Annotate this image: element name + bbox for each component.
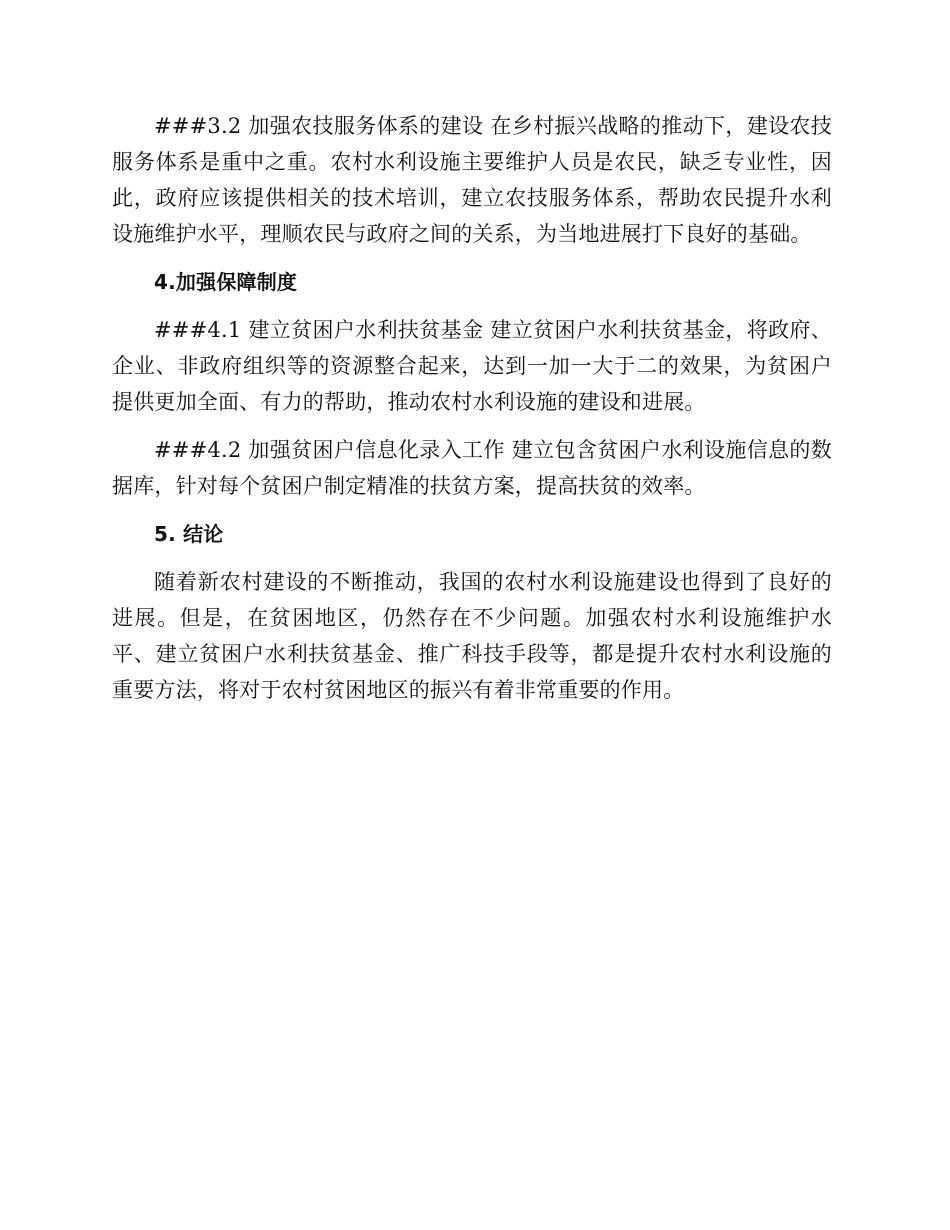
heading-section-5: 5. 结论 [154,522,224,546]
paragraph-section-4-2: ###4.2 加强贫困户信息化录入工作 建立包含贫困户水利设施信息的数据库，针对每个贫困户制定精准的扶贫方案，提高扶贫的效率。 [112,438,832,498]
paragraph-section-3-2: ###3.2 加强农技服务体系的建设 在乡村振兴战略的推动下，建设农技服务体系是重中之重。农村水利设施主要维护人员是农民，缺乏专业性，因此，政府应该提供相关的技术培训，建立农技服务体系，帮助农民提升水利设施维护水平，理顺农民与政府之间的关系，为当地进展打下良好的基础。 [112,114,832,246]
paragraph-section-4-1: ###4.1 建立贫困户水利扶贫基金 建立贫困户水利扶贫基金，将政府、企业、非政府组织等的资源整合起来，达到一加一大于二的效果，为贫困户提供更加全面、有力的帮助，推动农村水利设施的建设和进展。 [112,318,832,414]
heading-section-4: 4.加强保障制度 [154,270,298,294]
paragraph-conclusion: 随着新农村建设的不断推动，我国的农村水利设施建设也得到了良好的进展。但是，在贫困地区，仍然存在不少问题。加强农村水利设施维护水平、建立贫困户水利扶贫基金、推广科技手段等，都是提升农村水利设施的重要方法，将对于农村贫困地区的振兴有着非常重要的作用。 [112,570,832,702]
